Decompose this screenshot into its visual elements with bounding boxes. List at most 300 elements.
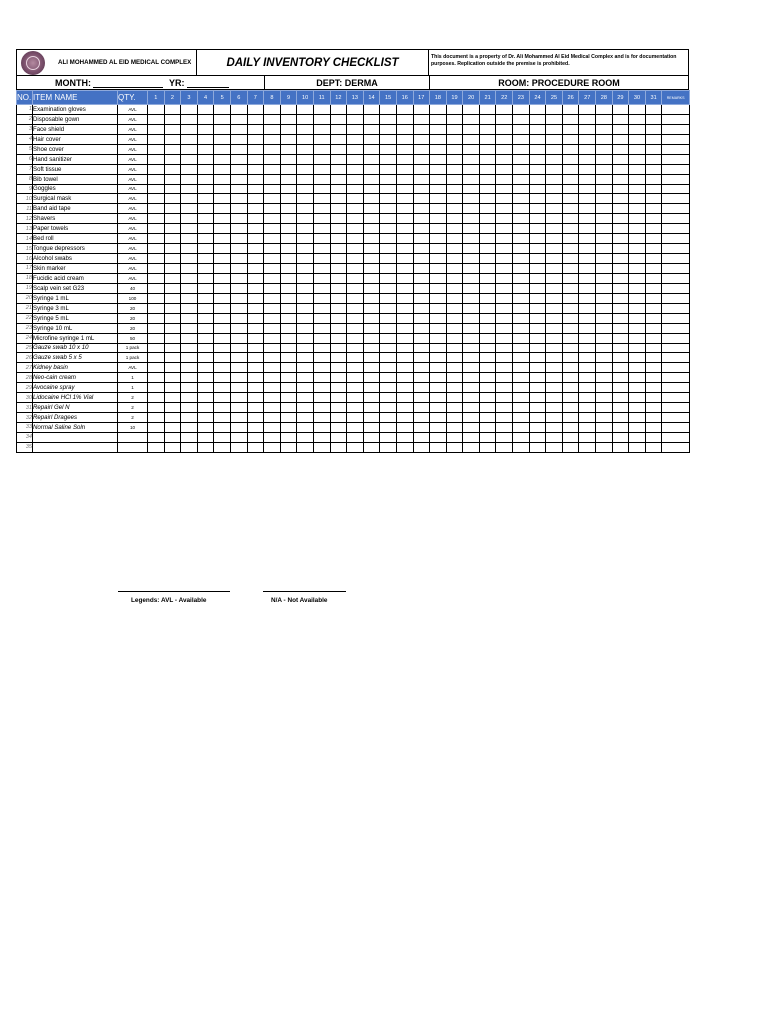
day-check-cell[interactable] [612,442,629,452]
day-check-cell[interactable] [280,224,297,234]
day-check-cell[interactable] [230,293,247,303]
day-check-cell[interactable] [596,174,613,184]
day-check-cell[interactable] [230,423,247,433]
day-check-cell[interactable] [612,144,629,154]
day-check-cell[interactable] [181,413,198,423]
day-check-cell[interactable] [264,353,281,363]
day-check-cell[interactable] [645,313,662,323]
remarks-cell[interactable] [662,114,689,124]
day-check-cell[interactable] [479,432,496,442]
day-check-cell[interactable] [264,423,281,433]
remarks-cell[interactable] [662,144,689,154]
day-check-cell[interactable] [330,383,347,393]
day-check-cell[interactable] [264,442,281,452]
day-check-cell[interactable] [629,164,646,174]
day-check-cell[interactable] [230,363,247,373]
day-check-cell[interactable] [330,124,347,134]
day-check-cell[interactable] [280,343,297,353]
yr-field[interactable] [187,78,229,88]
day-check-cell[interactable] [230,264,247,274]
day-check-cell[interactable] [164,105,181,115]
day-check-cell[interactable] [612,244,629,254]
day-check-cell[interactable] [264,224,281,234]
day-check-cell[interactable] [380,124,397,134]
day-check-cell[interactable] [347,234,364,244]
day-check-cell[interactable] [148,144,165,154]
day-check-cell[interactable] [363,442,380,452]
day-check-cell[interactable] [562,134,579,144]
day-check-cell[interactable] [214,184,231,194]
day-check-cell[interactable] [230,432,247,442]
day-check-cell[interactable] [380,204,397,214]
day-check-cell[interactable] [645,273,662,283]
day-check-cell[interactable] [513,313,530,323]
day-check-cell[interactable] [430,164,447,174]
day-check-cell[interactable] [612,184,629,194]
day-check-cell[interactable] [413,105,430,115]
day-check-cell[interactable] [496,154,513,164]
day-check-cell[interactable] [496,114,513,124]
day-check-cell[interactable] [562,293,579,303]
day-check-cell[interactable] [479,383,496,393]
day-check-cell[interactable] [562,184,579,194]
day-check-cell[interactable] [280,413,297,423]
day-check-cell[interactable] [297,373,314,383]
day-check-cell[interactable] [562,174,579,184]
day-check-cell[interactable] [529,164,546,174]
day-check-cell[interactable] [197,413,214,423]
day-check-cell[interactable] [396,413,413,423]
day-check-cell[interactable] [380,313,397,323]
day-check-cell[interactable] [280,254,297,264]
day-check-cell[interactable] [446,134,463,144]
day-check-cell[interactable] [513,154,530,164]
day-check-cell[interactable] [264,124,281,134]
day-check-cell[interactable] [645,184,662,194]
day-check-cell[interactable] [164,154,181,164]
day-check-cell[interactable] [513,144,530,154]
day-check-cell[interactable] [347,333,364,343]
day-check-cell[interactable] [330,254,347,264]
day-check-cell[interactable] [629,124,646,134]
day-check-cell[interactable] [596,333,613,343]
day-check-cell[interactable] [396,224,413,234]
day-check-cell[interactable] [562,353,579,363]
day-check-cell[interactable] [612,413,629,423]
day-check-cell[interactable] [612,204,629,214]
day-check-cell[interactable] [214,264,231,274]
day-check-cell[interactable] [148,293,165,303]
day-check-cell[interactable] [413,214,430,224]
day-check-cell[interactable] [479,303,496,313]
day-check-cell[interactable] [463,124,480,134]
day-check-cell[interactable] [214,442,231,452]
day-check-cell[interactable] [529,124,546,134]
day-check-cell[interactable] [247,333,264,343]
day-check-cell[interactable] [347,184,364,194]
day-check-cell[interactable] [330,423,347,433]
day-check-cell[interactable] [181,293,198,303]
day-check-cell[interactable] [280,164,297,174]
day-check-cell[interactable] [247,144,264,154]
day-check-cell[interactable] [181,442,198,452]
day-check-cell[interactable] [413,264,430,274]
day-check-cell[interactable] [396,353,413,363]
day-check-cell[interactable] [612,293,629,303]
day-check-cell[interactable] [596,442,613,452]
day-check-cell[interactable] [264,244,281,254]
day-check-cell[interactable] [463,432,480,442]
day-check-cell[interactable] [230,144,247,154]
day-check-cell[interactable] [396,124,413,134]
day-check-cell[interactable] [645,114,662,124]
day-check-cell[interactable] [264,313,281,323]
remarks-cell[interactable] [662,204,689,214]
day-check-cell[interactable] [148,273,165,283]
day-check-cell[interactable] [612,214,629,224]
day-check-cell[interactable] [579,423,596,433]
day-check-cell[interactable] [197,224,214,234]
day-check-cell[interactable] [264,413,281,423]
day-check-cell[interactable] [629,353,646,363]
day-check-cell[interactable] [148,164,165,174]
day-check-cell[interactable] [330,154,347,164]
day-check-cell[interactable] [380,283,397,293]
day-check-cell[interactable] [430,403,447,413]
day-check-cell[interactable] [363,403,380,413]
day-check-cell[interactable] [264,432,281,442]
day-check-cell[interactable] [347,154,364,164]
remarks-cell[interactable] [662,164,689,174]
remarks-cell[interactable] [662,423,689,433]
day-check-cell[interactable] [513,373,530,383]
day-check-cell[interactable] [562,343,579,353]
day-check-cell[interactable] [579,363,596,373]
day-check-cell[interactable] [562,204,579,214]
day-check-cell[interactable] [347,393,364,403]
day-check-cell[interactable] [479,283,496,293]
day-check-cell[interactable] [247,323,264,333]
day-check-cell[interactable] [596,323,613,333]
day-check-cell[interactable] [396,313,413,323]
day-check-cell[interactable] [446,264,463,274]
day-check-cell[interactable] [430,154,447,164]
day-check-cell[interactable] [164,214,181,224]
day-check-cell[interactable] [446,254,463,264]
day-check-cell[interactable] [313,134,330,144]
day-check-cell[interactable] [380,224,397,234]
day-check-cell[interactable] [463,323,480,333]
day-check-cell[interactable] [164,224,181,234]
day-check-cell[interactable] [396,154,413,164]
day-check-cell[interactable] [247,234,264,244]
remarks-cell[interactable] [662,333,689,343]
day-check-cell[interactable] [612,313,629,323]
day-check-cell[interactable] [297,154,314,164]
day-check-cell[interactable] [247,293,264,303]
day-check-cell[interactable] [546,432,563,442]
day-check-cell[interactable] [413,194,430,204]
day-check-cell[interactable] [612,323,629,333]
day-check-cell[interactable] [197,383,214,393]
day-check-cell[interactable] [513,234,530,244]
day-check-cell[interactable] [181,383,198,393]
day-check-cell[interactable] [247,343,264,353]
day-check-cell[interactable] [396,194,413,204]
day-check-cell[interactable] [230,383,247,393]
day-check-cell[interactable] [579,353,596,363]
day-check-cell[interactable] [529,184,546,194]
day-check-cell[interactable] [396,234,413,244]
day-check-cell[interactable] [363,353,380,363]
day-check-cell[interactable] [347,204,364,214]
day-check-cell[interactable] [496,442,513,452]
day-check-cell[interactable] [181,224,198,234]
day-check-cell[interactable] [197,264,214,274]
day-check-cell[interactable] [164,432,181,442]
day-check-cell[interactable] [430,234,447,244]
day-check-cell[interactable] [347,105,364,115]
day-check-cell[interactable] [546,234,563,244]
day-check-cell[interactable] [430,303,447,313]
day-check-cell[interactable] [247,114,264,124]
day-check-cell[interactable] [313,105,330,115]
day-check-cell[interactable] [430,264,447,274]
day-check-cell[interactable] [496,105,513,115]
day-check-cell[interactable] [214,413,231,423]
day-check-cell[interactable] [197,134,214,144]
day-check-cell[interactable] [280,264,297,274]
day-check-cell[interactable] [247,413,264,423]
day-check-cell[interactable] [280,154,297,164]
day-check-cell[interactable] [479,204,496,214]
day-check-cell[interactable] [297,343,314,353]
day-check-cell[interactable] [148,204,165,214]
day-check-cell[interactable] [230,353,247,363]
day-check-cell[interactable] [413,353,430,363]
day-check-cell[interactable] [645,174,662,184]
day-check-cell[interactable] [513,333,530,343]
day-check-cell[interactable] [264,333,281,343]
day-check-cell[interactable] [347,134,364,144]
day-check-cell[interactable] [562,303,579,313]
day-check-cell[interactable] [629,413,646,423]
day-check-cell[interactable] [645,254,662,264]
day-check-cell[interactable] [413,403,430,413]
day-check-cell[interactable] [214,333,231,343]
day-check-cell[interactable] [396,244,413,254]
day-check-cell[interactable] [380,293,397,303]
day-check-cell[interactable] [629,224,646,234]
day-check-cell[interactable] [529,313,546,323]
day-check-cell[interactable] [313,423,330,433]
day-check-cell[interactable] [529,393,546,403]
day-check-cell[interactable] [297,333,314,343]
day-check-cell[interactable] [579,283,596,293]
day-check-cell[interactable] [297,293,314,303]
day-check-cell[interactable] [148,244,165,254]
day-check-cell[interactable] [596,144,613,154]
day-check-cell[interactable] [612,403,629,413]
day-check-cell[interactable] [148,283,165,293]
day-check-cell[interactable] [363,343,380,353]
day-check-cell[interactable] [247,164,264,174]
day-check-cell[interactable] [546,353,563,363]
day-check-cell[interactable] [513,423,530,433]
day-check-cell[interactable] [197,363,214,373]
day-check-cell[interactable] [280,124,297,134]
day-check-cell[interactable] [396,254,413,264]
day-check-cell[interactable] [645,244,662,254]
day-check-cell[interactable] [413,114,430,124]
day-check-cell[interactable] [297,124,314,134]
day-check-cell[interactable] [463,333,480,343]
day-check-cell[interactable] [496,254,513,264]
day-check-cell[interactable] [446,124,463,134]
day-check-cell[interactable] [280,393,297,403]
day-check-cell[interactable] [380,254,397,264]
day-check-cell[interactable] [413,293,430,303]
day-check-cell[interactable] [579,114,596,124]
day-check-cell[interactable] [380,403,397,413]
day-check-cell[interactable] [148,214,165,224]
day-check-cell[interactable] [197,442,214,452]
day-check-cell[interactable] [197,273,214,283]
day-check-cell[interactable] [347,373,364,383]
day-check-cell[interactable] [562,363,579,373]
day-check-cell[interactable] [347,363,364,373]
day-check-cell[interactable] [214,273,231,283]
day-check-cell[interactable] [446,273,463,283]
day-check-cell[interactable] [645,353,662,363]
day-check-cell[interactable] [529,273,546,283]
day-check-cell[interactable] [513,273,530,283]
day-check-cell[interactable] [479,124,496,134]
day-check-cell[interactable] [612,343,629,353]
day-check-cell[interactable] [380,264,397,274]
day-check-cell[interactable] [645,293,662,303]
day-check-cell[interactable] [479,114,496,124]
day-check-cell[interactable] [280,363,297,373]
day-check-cell[interactable] [529,333,546,343]
day-check-cell[interactable] [230,234,247,244]
day-check-cell[interactable] [430,383,447,393]
day-check-cell[interactable] [264,303,281,313]
day-check-cell[interactable] [363,303,380,313]
day-check-cell[interactable] [313,313,330,323]
day-check-cell[interactable] [596,423,613,433]
day-check-cell[interactable] [496,383,513,393]
day-check-cell[interactable] [214,363,231,373]
day-check-cell[interactable] [297,363,314,373]
day-check-cell[interactable] [197,124,214,134]
day-check-cell[interactable] [496,413,513,423]
day-check-cell[interactable] [264,194,281,204]
day-check-cell[interactable] [463,343,480,353]
day-check-cell[interactable] [645,164,662,174]
day-check-cell[interactable] [214,224,231,234]
day-check-cell[interactable] [430,134,447,144]
day-check-cell[interactable] [280,432,297,442]
day-check-cell[interactable] [645,214,662,224]
day-check-cell[interactable] [214,383,231,393]
day-check-cell[interactable] [430,184,447,194]
day-check-cell[interactable] [247,124,264,134]
day-check-cell[interactable] [579,383,596,393]
day-check-cell[interactable] [479,264,496,274]
day-check-cell[interactable] [579,323,596,333]
day-check-cell[interactable] [264,323,281,333]
day-check-cell[interactable] [297,224,314,234]
day-check-cell[interactable] [645,393,662,403]
day-check-cell[interactable] [546,383,563,393]
day-check-cell[interactable] [363,234,380,244]
day-check-cell[interactable] [280,323,297,333]
day-check-cell[interactable] [164,174,181,184]
day-check-cell[interactable] [363,363,380,373]
day-check-cell[interactable] [645,442,662,452]
day-check-cell[interactable] [479,423,496,433]
day-check-cell[interactable] [396,343,413,353]
day-check-cell[interactable] [446,432,463,442]
day-check-cell[interactable] [280,234,297,244]
day-check-cell[interactable] [363,432,380,442]
day-check-cell[interactable] [330,353,347,363]
day-check-cell[interactable] [247,393,264,403]
day-check-cell[interactable] [197,333,214,343]
day-check-cell[interactable] [546,273,563,283]
day-check-cell[interactable] [197,323,214,333]
day-check-cell[interactable] [380,273,397,283]
day-check-cell[interactable] [347,303,364,313]
day-check-cell[interactable] [430,363,447,373]
day-check-cell[interactable] [396,383,413,393]
day-check-cell[interactable] [529,432,546,442]
day-check-cell[interactable] [513,164,530,174]
day-check-cell[interactable] [247,224,264,234]
day-check-cell[interactable] [430,283,447,293]
day-check-cell[interactable] [562,154,579,164]
day-check-cell[interactable] [347,244,364,254]
day-check-cell[interactable] [164,273,181,283]
day-check-cell[interactable] [264,254,281,264]
day-check-cell[interactable] [645,124,662,134]
day-check-cell[interactable] [479,174,496,184]
day-check-cell[interactable] [247,313,264,323]
day-check-cell[interactable] [612,134,629,144]
day-check-cell[interactable] [413,303,430,313]
day-check-cell[interactable] [546,214,563,224]
day-check-cell[interactable] [297,432,314,442]
day-check-cell[interactable] [380,353,397,363]
day-check-cell[interactable] [496,293,513,303]
day-check-cell[interactable] [313,244,330,254]
day-check-cell[interactable] [280,333,297,343]
day-check-cell[interactable] [629,442,646,452]
day-check-cell[interactable] [214,114,231,124]
day-check-cell[interactable] [430,273,447,283]
day-check-cell[interactable] [181,124,198,134]
day-check-cell[interactable] [297,393,314,403]
day-check-cell[interactable] [413,154,430,164]
day-check-cell[interactable] [264,383,281,393]
day-check-cell[interactable] [363,134,380,144]
day-check-cell[interactable] [645,432,662,442]
day-check-cell[interactable] [529,373,546,383]
day-check-cell[interactable] [562,323,579,333]
day-check-cell[interactable] [446,363,463,373]
day-check-cell[interactable] [446,164,463,174]
